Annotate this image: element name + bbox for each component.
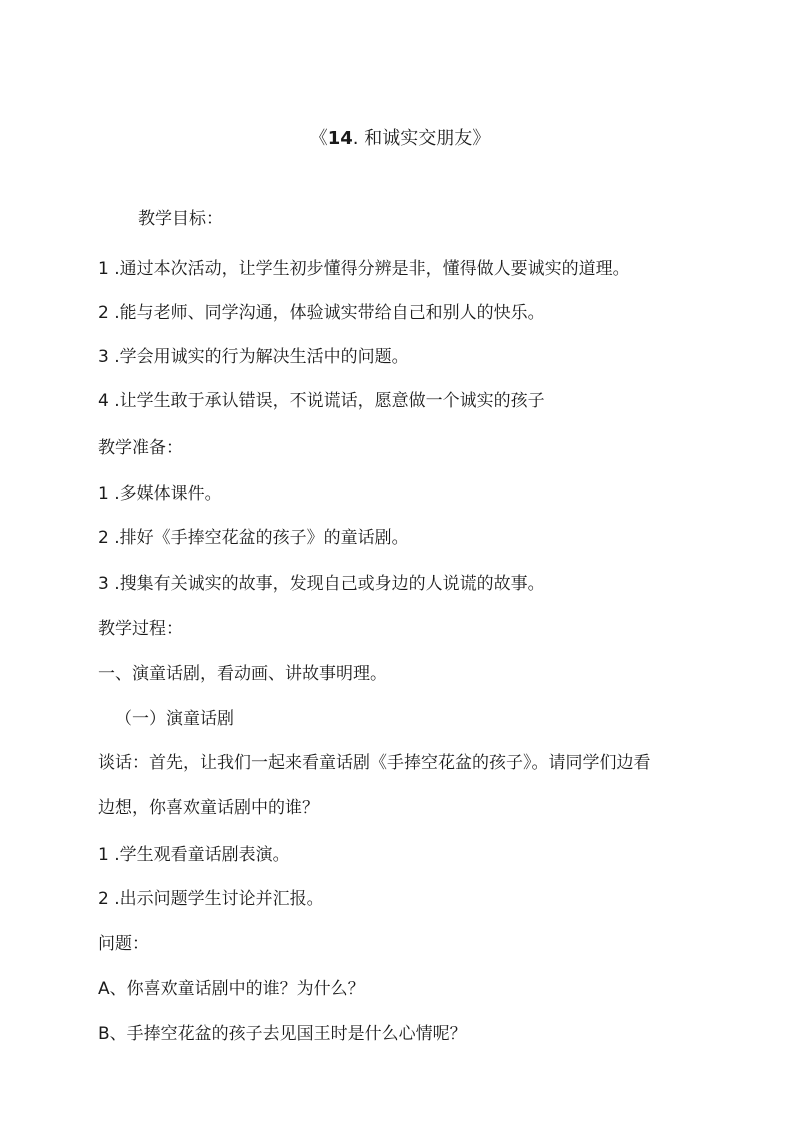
objective-item-3: 3 .学会用诚实的行为解决生活中的问题。 — [98, 347, 409, 367]
prep-item-1: 1 .多媒体课件。 — [98, 484, 222, 504]
talk-line-1: 谈话：首先，让我们一起来看童话剧《手捧空花盆的孩子》。请同学们边看 — [98, 753, 651, 773]
page-title — [0, 126, 800, 152]
question-item-a: A、你喜欢童话剧中的谁？为什么？ — [98, 979, 365, 999]
title-rest: . 和诚实交朋友》 — [352, 128, 491, 149]
prep-item-3: 3 .搜集有关诚实的故事，发现自己或身边的人说谎的故事。 — [98, 574, 545, 594]
objective-item-4: 4 .让学生敢于承认错误，不说谎话，愿意做一个诚实的孩子 — [98, 391, 545, 411]
questions-heading: 问题： — [98, 934, 149, 954]
title-open: 《 — [309, 128, 328, 149]
objective-item-2: 2 .能与老师、同学沟通，体验诚实带给自己和别人的快乐。 — [98, 303, 545, 323]
prep-item-2: 2 .排好《手捧空花盆的孩子》的童话剧。 — [98, 528, 409, 548]
objective-item-1: 1 .通过本次活动，让学生初步懂得分辨是非，懂得做人要诚实的道理。 — [98, 259, 630, 279]
objectives-heading: 教学目标： — [138, 209, 223, 229]
step-item-2: 2 .出示问题学生讨论并汇报。 — [98, 889, 324, 909]
question-item-b: B、手捧空花盆的孩子去见国王时是什么心情呢？ — [98, 1024, 467, 1044]
process-heading: 教学过程： — [98, 619, 183, 639]
title-number: 14 — [327, 128, 353, 149]
prep-heading: 教学准备： — [98, 438, 183, 458]
sub-section-heading: （一）演童话剧 — [115, 709, 234, 729]
part-one-heading: 一、演童话剧，看动画、讲故事明理。 — [98, 664, 387, 684]
step-item-1: 1 .学生观看童话剧表演。 — [98, 845, 290, 865]
talk-line-2: 边想，你喜欢童话剧中的谁？ — [98, 798, 319, 818]
